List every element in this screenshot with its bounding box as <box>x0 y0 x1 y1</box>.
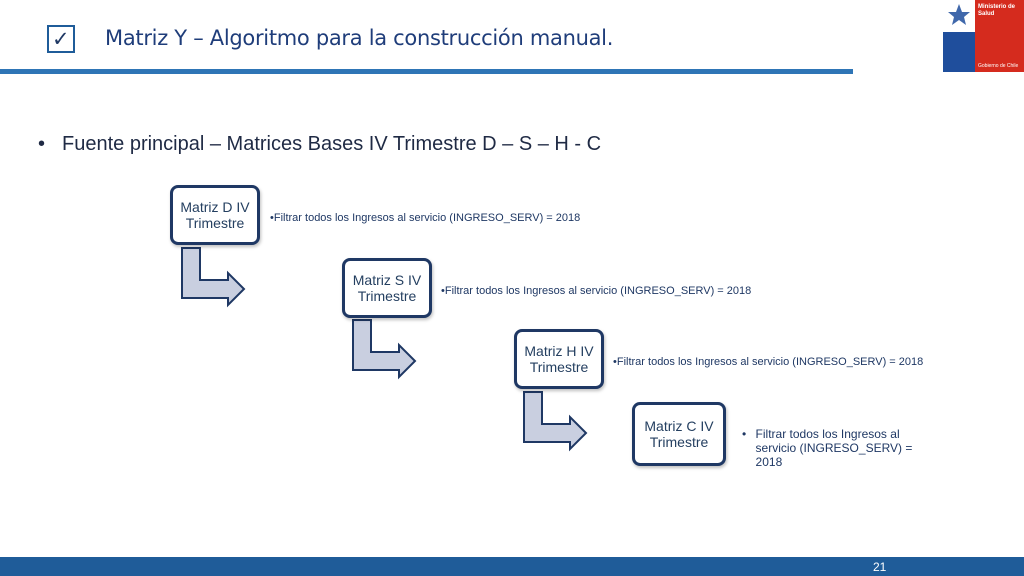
check-icon: ✓ <box>52 27 70 51</box>
box-label-line2: Trimestre <box>529 359 589 375</box>
box-label-line1: Matriz C IV <box>644 418 714 434</box>
bullet-symbol: • <box>38 133 46 155</box>
svg-text:Gobierno de Chile: Gobierno de Chile <box>978 63 1019 69</box>
box-label-line1: Matriz S IV <box>352 272 422 288</box>
box-label-line2: Trimestre <box>649 434 709 450</box>
matrix-d-note: •Filtrar todos los Ingresos al servicio (INGRESO_SERV) = 2018 <box>270 212 581 224</box>
matrix-s-note: •Filtrar todos los Ingresos al servicio (INGRESO_SERV) = 2018 <box>441 285 752 297</box>
box-label-line2: Trimestre <box>185 215 245 231</box>
matrix-h-box <box>514 329 604 389</box>
bullet-text: Fuente principal – Matrices Bases IV Trimestre D – S – H - C <box>62 133 602 155</box>
svg-text:Salud: Salud <box>978 11 995 17</box>
note-text: Filtrar todos los Ingresos al servicio (INGRESO_SERV) = 2018 <box>755 427 913 469</box>
matrix-c-note <box>742 427 972 469</box>
arrow-s-to-h <box>353 320 415 377</box>
slide-title: Matriz Y – Algoritmo para la construcción manual. <box>105 26 614 50</box>
arrow-d-to-s <box>182 248 244 305</box>
box-label-line1: Matriz H IV <box>524 343 594 359</box>
matrix-c-box <box>632 402 726 466</box>
arrow-h-to-c <box>524 392 586 449</box>
svg-text:Ministerio de: Ministerio de <box>978 4 1016 10</box>
matrix-s-box <box>342 258 432 318</box>
note-bullet: • <box>742 427 747 441</box>
footer-bar <box>0 557 1024 576</box>
matrix-d-box <box>170 185 260 245</box>
box-label-line1: Matriz D IV <box>180 199 250 215</box>
page-number: 21 <box>873 560 887 574</box>
box-label-line2: Trimestre <box>357 288 417 304</box>
matrix-h-note: •Filtrar todos los Ingresos al servicio (INGRESO_SERV) = 2018 <box>613 356 924 368</box>
